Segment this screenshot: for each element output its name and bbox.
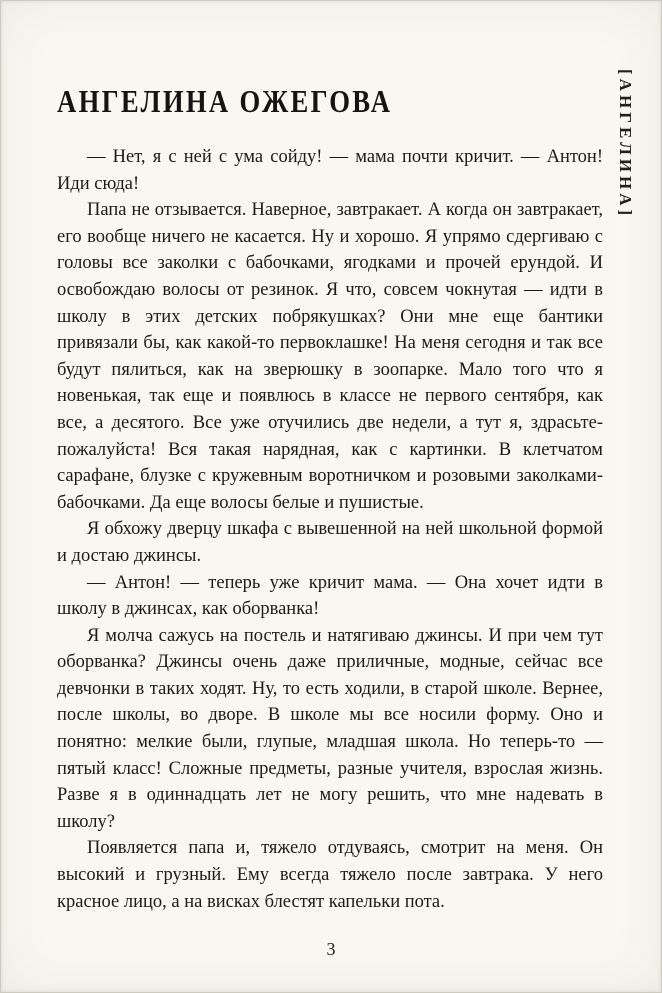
paragraph-5: Я молча сажусь на постель и натягиваю джинсы. И при чем тут оборванка? Джинсы очень даже приличные, модные, сейчас все девчонки в таких ходят. Ну, то есть ходили, в старой школе. Вернее, после школы, во дворе. В школе мы все носили форму. Оно и понятно: мелкие были, глупые, младшая школа. Но теперь-то — пятый класс! Сложные предметы, разные учителя, взрослая жизнь. Разве я в одиннадцать лет не могу решить, что мне надевать в школу? (57, 625, 603, 832)
paragraph-2: Папа не отзывается. Наверное, завтракает. А когда он завтракает, его вообще ничего не касается. Ну и хорошо. Я упрямо сдергиваю с головы все заколки с бабочками, ягодками и прочей ерундой. И освобождаю волосы от резинок. Я что, совсем чокнутая — идти в школу в этих детских побрякушках? Они мне еще бантики привязали бы, как какой-то первоклашке! На меня сегодня и так все будут пялиться, как на зверюшку в зоопарке. Мало того что я новенькая, так еще и появлюсь в классе не первого сентября, как все, а десятого. Все уже отучились две недели, а тут я, здрасьте-пожалуйста! Вся такая нарядная, как с картинки. В клетчатом сарафане, блузке с кружевным воротничком и розовыми заколками-бабочками. Да еще волосы белые и пушистые. (57, 200, 603, 513)
margin-label-vertical: [АНГЕЛИНА] (616, 69, 635, 220)
page-number: 3 (326, 939, 336, 959)
paragraph-4: — Антон! — теперь уже кричит мама. — Она хочет идти в школу в джинсах, как оборванка! (57, 572, 603, 620)
paragraph-1: — Нет, я с ней с ума сойду! — мама почти кричит. — Антон! Иди сюда! (57, 147, 603, 194)
body-text (57, 144, 603, 915)
paragraph-3: Я обхожу дверцу шкафа с вывешенной на ней школьной формой и достаю джинсы. (57, 519, 603, 566)
paragraph-6: Появляется папа и, тяжело отдуваясь, смотрит на меня. Он высокий и грузный. Ему всегда тяжело после завтрака. У него красное лицо, а на висках блестят капельки пота. (57, 838, 603, 912)
author-header: АНГЕЛИНА ОЖЕГОВА (57, 85, 393, 120)
